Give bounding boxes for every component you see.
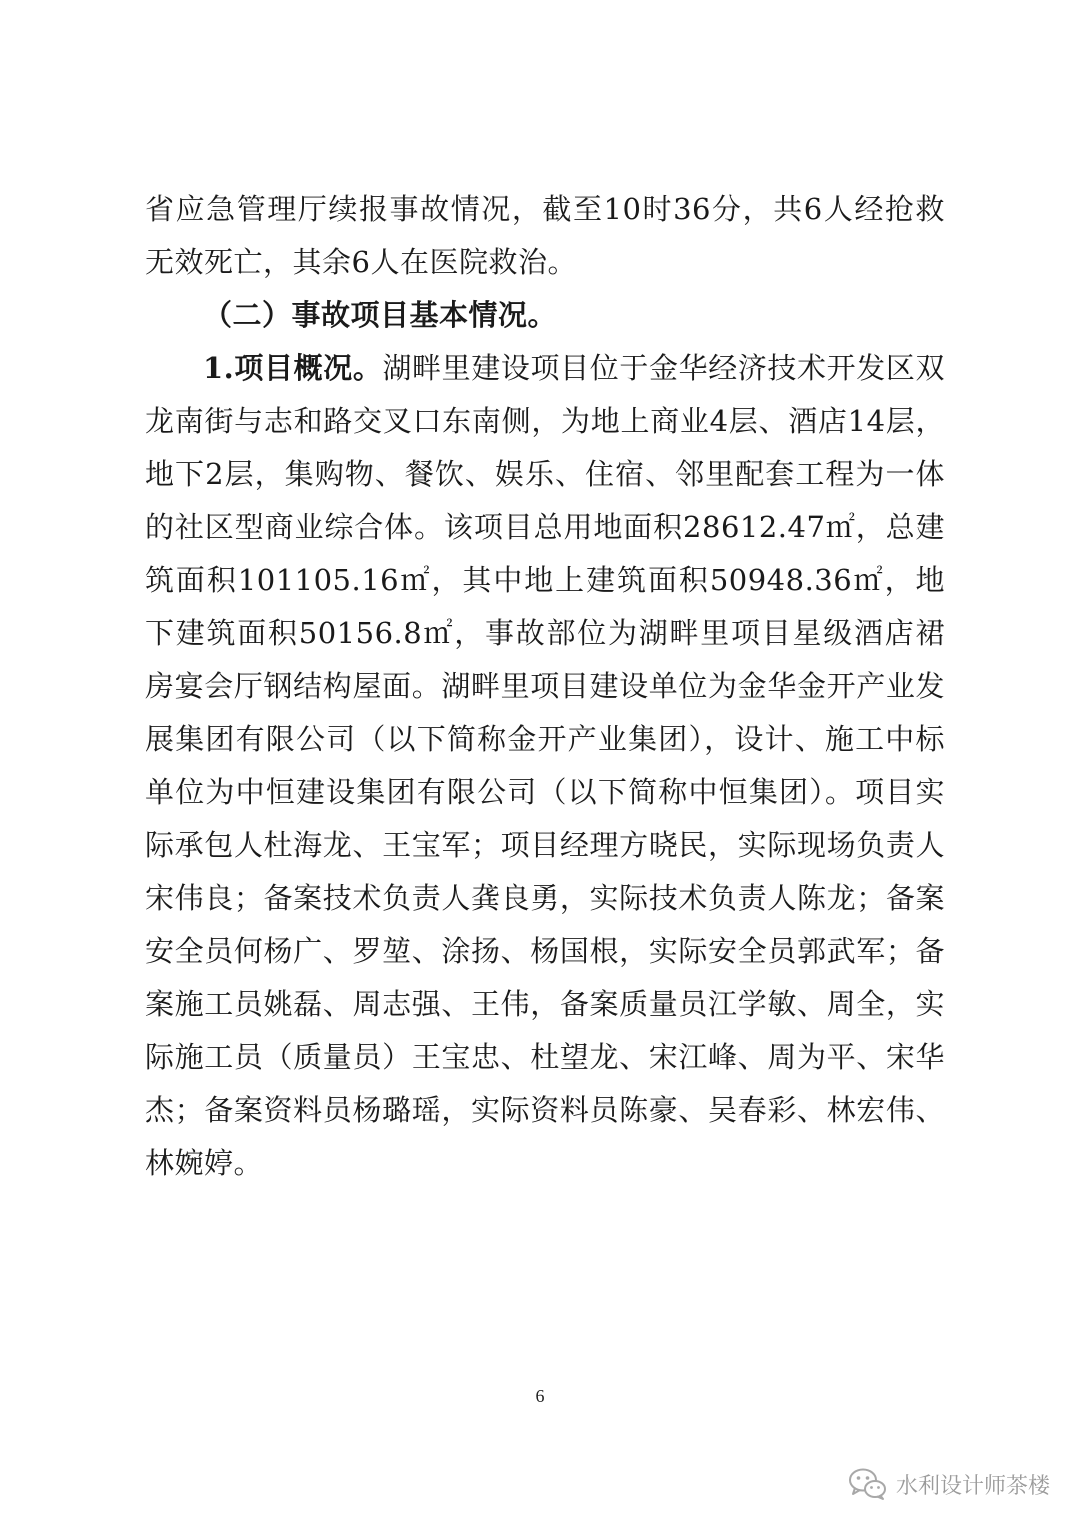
watermark-text: 水利设计师茶楼 [895, 1473, 1050, 1499]
wechat-icon [848, 1467, 888, 1501]
page-number: 6 [535, 1386, 545, 1406]
paragraph-project-overview [145, 342, 945, 1190]
watermark [848, 1467, 1050, 1501]
section-heading: （二）事故项目基本情况。 [203, 298, 558, 332]
body-text [145, 183, 945, 1190]
paragraph-body: 湖畔里建设项目位于金华经济技术开发区双龙南街与志和路交叉口东南侧，为地上商业4层、酒店14层，地下2层，集购物、餐饮、娱乐、住宿、邻里配套工程为一体的社区型商业综合体。该项目总用地面积28612.47㎡，总建筑面积101105.16㎡，其中地上建筑面积50948.36㎡，地下建筑面积50156.8㎡，事故部位为湖畔里项目星级酒店裙房宴会厅钢结构屋面。湖畔里项目建设单位为金华金开产业发展集团有限公司（以下简称金开产业集团），设计、施工中标单位为中恒建设集团有限公司（以下简称中恒集团）。项目实际承包人杜海龙、王宝军；项目经理方晓民，实际现场负责人宋伟良；备案技术负责人龚良勇，实际技术负责人陈龙；备案安全员何杨广、罗堃、涂扬、杨国根，实际安全员郭武军；备案施工员姚磊、周志强、王伟，备案质量员江学敏、周全，实际施工员（质量员）王宝忠、杜望龙、宋江峰、周为平、宋华杰；备案资料员杨璐瑶，实际资料员陈豪、吴春彩、林宏伟、林婉婷。 [145, 351, 945, 1180]
paragraph-lead: 1.项目概况。 [203, 351, 383, 385]
paragraph-accident-report: 省应急管理厅续报事故情况，截至10时36分，共6人经抢救无效死亡，其余6人在医院救治。 [145, 192, 945, 279]
